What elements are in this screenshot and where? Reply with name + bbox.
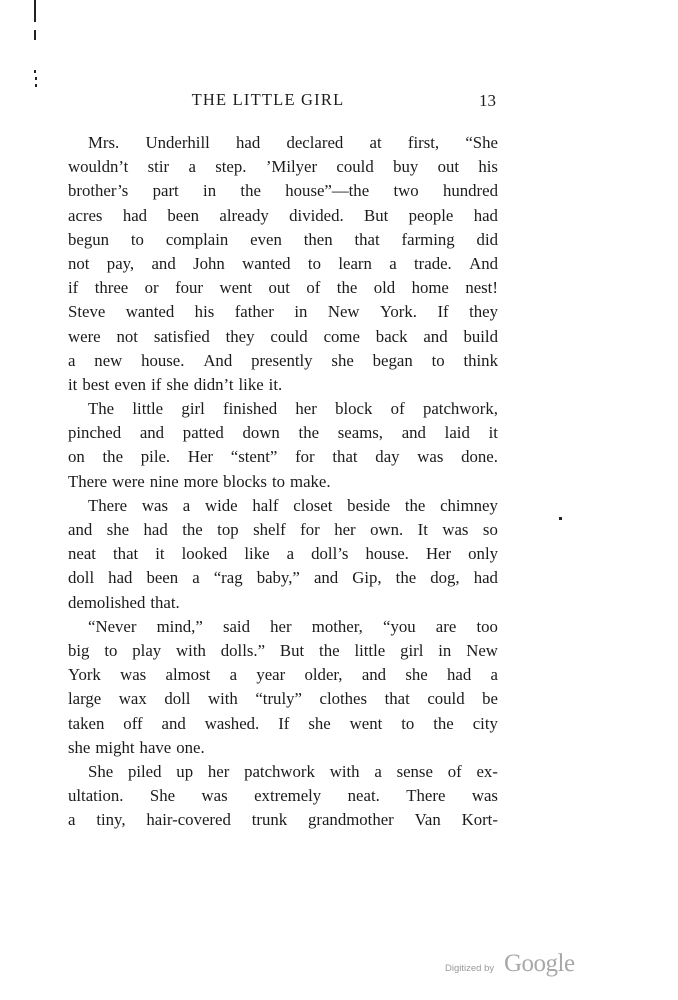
text-line: She piled up her patchwork with a sense of ex- <box>88 761 498 781</box>
digitized-by-watermark <box>445 950 585 982</box>
text-line: not pay, and John wanted to learn a trade. And <box>68 253 498 273</box>
google-logo: Google <box>504 950 575 977</box>
text-line: “Never mind,” said her mother, “you are too <box>88 616 498 636</box>
scan-speck <box>34 70 36 73</box>
watermark-prefix: Digitized by <box>445 963 495 974</box>
text-line: wouldn’t stir a step. ’Milyer could buy out his <box>68 157 498 177</box>
page-number: 13 <box>479 91 496 110</box>
text-line: pinched and patted down the seams, and laid it <box>68 423 498 443</box>
text-line: were not satisfied they could come back and build <box>68 326 498 346</box>
text-line: There was a wide half closet beside the chimney <box>88 495 498 515</box>
text-line: Steve wanted his father in New York. If they <box>68 302 498 322</box>
text-line: There were nine more blocks to make. <box>68 471 331 491</box>
scan-speck <box>35 77 37 80</box>
running-head: THE LITTLE GIRL <box>191 90 345 109</box>
text-line: neat that it looked like a doll’s house. Her only <box>68 544 498 564</box>
text-line: ultation. She was extremely neat. There was <box>68 786 498 806</box>
scan-edge-mark <box>34 0 36 22</box>
scan-speck <box>559 517 562 520</box>
text-line: doll had been a “rag baby,” and Gip, the dog, had <box>68 568 498 588</box>
page-header <box>60 90 496 114</box>
scan-speck <box>35 84 37 87</box>
text-line: acres had been already divided. But people had <box>68 205 498 225</box>
text-line: brother’s part in the house”—the two hundred <box>68 181 498 201</box>
text-line: a new house. And presently she began to think <box>68 350 498 370</box>
text-line: a tiny, hair-covered trunk grandmother Van Kort- <box>68 810 498 830</box>
text-line: large wax doll with “truly” clothes that could be <box>68 689 498 709</box>
text-line: she might have one. <box>68 737 205 757</box>
text-line: demolished that. <box>68 592 180 612</box>
text-line: begun to complain even then that farming did <box>68 229 498 249</box>
text-line: York was almost a year older, and she had a <box>68 665 498 685</box>
text-line: taken off and washed. If she went to the city <box>68 713 498 733</box>
text-line: The little girl finished her block of patchwork, <box>88 399 498 419</box>
text-line: it best even if she didn’t like it. <box>68 374 283 394</box>
text-line: big to play with dolls.” But the little girl in New <box>68 640 498 660</box>
text-line: Mrs. Underhill had declared at first, “She <box>88 133 498 152</box>
scan-edge-mark <box>34 30 36 40</box>
text-line: on the pile. Her “stent” for that day was done. <box>68 447 498 467</box>
text-line: if three or four went out of the old home nest! <box>68 278 498 298</box>
text-line: and she had the top shelf for her own. It was so <box>68 520 498 539</box>
body-text <box>68 131 498 832</box>
